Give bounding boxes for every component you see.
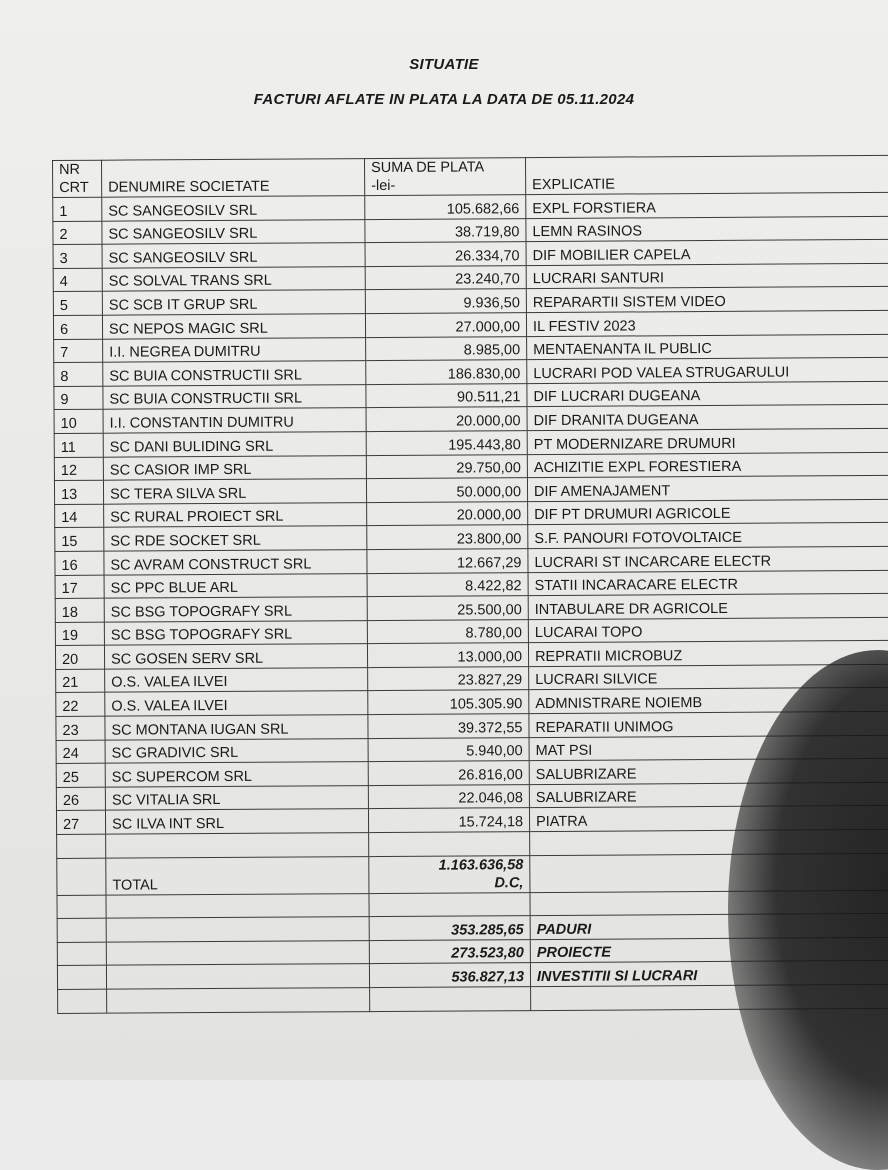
header-crt: CRT [59, 179, 89, 196]
header-denumire: DENUMIRE SOCIETATE [102, 159, 365, 198]
breakdown-value: 273.523,80 [369, 939, 530, 964]
amount: 39.372,55 [368, 714, 529, 739]
company-name: SC DANI BULIDING SRL [103, 432, 366, 457]
amount: 25.500,00 [367, 596, 528, 621]
empty-cell [530, 829, 888, 855]
explanation: DIF MOBILIER CAPELA [526, 240, 888, 266]
explanation: DIF LUCRARI DUGEANA [527, 381, 888, 407]
row-number: 25 [56, 763, 105, 787]
explanation: LUCRARI SANTURI [526, 263, 888, 289]
explanation: IL FESTIV 2023 [526, 310, 888, 336]
amount: 23.800,00 [367, 525, 528, 550]
row-number: 13 [54, 480, 103, 504]
company-name: SC SCB IT GRUP SRL [102, 290, 365, 315]
row-number: 14 [55, 504, 104, 528]
row-number: 24 [56, 740, 105, 764]
company-name: SC BSG TOPOGRAFY SRL [104, 620, 367, 645]
explanation: ACHIZITIE EXPL FORESTIERA [527, 452, 888, 478]
empty-cell [531, 984, 888, 1010]
document-subtitle: FACTURI AFLATE IN PLATA LA DATA DE 05.11.2024 [253, 91, 635, 108]
empty-cell [530, 890, 888, 916]
explanation: PIATRA [529, 806, 888, 832]
row-number: 10 [54, 410, 103, 434]
row-number: 21 [56, 669, 105, 693]
amount: 9.936,50 [365, 289, 526, 314]
explanation: DIF DRANITA DUGEANA [527, 405, 888, 431]
company-name: SC AVRAM CONSTRUCT SRL [104, 549, 367, 574]
explanation: REPARATII UNIMOG [529, 711, 888, 737]
company-name: SC RDE SOCKET SRL [104, 526, 367, 551]
company-name: SC SOLVAL TRANS SRL [102, 266, 365, 291]
row-number: 4 [53, 268, 102, 292]
empty-cell [106, 917, 369, 942]
company-name: I.I. CONSTANTIN DUMITRU [103, 408, 366, 433]
company-name: SC SANGEOSILV SRL [102, 219, 365, 244]
amount: 8.780,00 [367, 619, 528, 644]
amount: 38.719,80 [365, 218, 526, 243]
row-number: 6 [53, 315, 102, 339]
amount: 12.667,29 [367, 549, 528, 574]
company-name: SC MONTANA IUGAN SRL [105, 715, 368, 740]
invoices-table [52, 155, 888, 1014]
row-number: 2 [53, 221, 102, 245]
amount: 26.816,00 [368, 761, 529, 786]
row-number: 26 [56, 787, 105, 811]
company-name: O.S. VALEA ILVEI [105, 667, 368, 692]
company-name: SC RURAL PROIECT SRL [104, 502, 367, 527]
row-number: 12 [54, 457, 103, 481]
explanation: INTABULARE DR AGRICOLE [528, 593, 888, 619]
company-name: SC PPC BLUE ARL [104, 573, 367, 598]
row-number: 7 [54, 339, 103, 363]
amount: 186.830,00 [366, 360, 527, 385]
company-name: SC BUIA CONSTRUCTII SRL [103, 361, 366, 386]
total-value-cell [369, 855, 530, 893]
amount: 23.827,29 [368, 666, 529, 691]
empty-cell [369, 832, 530, 857]
empty-cell [107, 988, 370, 1013]
explanation: LEMN RASINOS [526, 216, 888, 242]
explanation: LUCRARI SILVICE [529, 664, 888, 690]
explanation: LUCRARI POD VALEA STRUGARULUI [527, 358, 888, 384]
company-name: SC TERA SILVA SRL [103, 479, 366, 504]
company-name: SC CASIOR IMP SRL [103, 455, 366, 480]
total-empty-cell [57, 858, 106, 895]
total-row [57, 853, 888, 895]
row-number: 17 [55, 575, 104, 599]
empty-cell [106, 964, 369, 989]
document-title: SITUATIE [409, 56, 479, 73]
breakdown-label: INVESTITII SI LUCRARI [530, 961, 888, 987]
amount: 23.240,70 [365, 265, 526, 290]
amount: 29.750,00 [366, 454, 527, 479]
amount: 15.724,18 [368, 808, 529, 833]
empty-cell [106, 833, 369, 858]
row-number: 19 [55, 622, 104, 646]
row-number: 16 [55, 551, 104, 575]
amount: 90.511,21 [366, 383, 527, 408]
company-name: SC BSG TOPOGRAFY SRL [104, 597, 367, 622]
header-suma-label: SUMA DE PLATA [371, 159, 485, 177]
breakdown-label: PROIECTE [530, 937, 888, 963]
row-number: 27 [56, 811, 105, 835]
empty-cell [57, 942, 106, 966]
header-explicatie: EXPLICATIE [525, 155, 888, 194]
company-name: SC GRADIVIC SRL [105, 738, 368, 763]
company-name: SC BUIA CONSTRUCTII SRL [103, 384, 366, 409]
amount: 195.443,80 [366, 431, 527, 456]
explanation: PT MODERNIZARE DRUMURI [527, 428, 888, 454]
amount: 26.334,70 [365, 242, 526, 267]
row-number: 20 [55, 645, 104, 669]
company-name: SC ILVA INT SRL [105, 809, 368, 834]
amount: 20.000,00 [367, 501, 528, 526]
row-number: 1 [53, 197, 102, 221]
explanation: MAT PSI [529, 735, 888, 761]
empty-cell [106, 940, 369, 965]
header-nr-crt [53, 160, 102, 197]
empty-cell [57, 834, 106, 858]
empty-cell [370, 987, 531, 1012]
amount: 8.422,82 [367, 572, 528, 597]
amount: 105.682,66 [365, 195, 526, 220]
row-number: 11 [54, 433, 103, 457]
explanation: SALUBRIZARE [529, 782, 888, 808]
company-name: O.S. VALEA ILVEI [105, 691, 368, 716]
amount: 20.000,00 [366, 407, 527, 432]
company-name: I.I. NEGREA DUMITRU [103, 337, 366, 362]
explanation: REPRATII MICROBUZ [528, 641, 888, 667]
amount: 50.000,00 [366, 478, 527, 503]
total-label: TOTAL [106, 856, 369, 895]
amount: 13.000,00 [367, 643, 528, 668]
row-number: 5 [53, 292, 102, 316]
amount: 105.305.90 [368, 690, 529, 715]
company-name: SC GOSEN SERV SRL [104, 644, 367, 669]
header-suma [364, 158, 525, 196]
total-value: 1.163.636,58 [438, 856, 524, 874]
explanation: MENTAENANTA IL PUBLIC [527, 334, 888, 360]
header-suma-unit: -lei- [371, 177, 396, 195]
header-nr: NR [59, 161, 81, 178]
amount: 27.000,00 [365, 313, 526, 338]
amount: 8.985,00 [366, 336, 527, 361]
empty-cell [57, 895, 106, 919]
empty-cell [57, 918, 106, 942]
breakdown-value: 536.827,13 [369, 963, 530, 988]
explanation: REPARARTII SISTEM VIDEO [526, 287, 888, 313]
explanation: LUCRARI ST INCARCARE ELECTR [528, 546, 888, 572]
explanation: STATII INCARACARE ELECTR [528, 570, 888, 596]
explanation: EXPL FORSTIERA [526, 192, 888, 218]
row-number: 8 [54, 362, 103, 386]
empty-cell [106, 893, 369, 918]
empty-cell [57, 966, 106, 990]
explanation: SALUBRIZARE [529, 759, 888, 785]
amount: 5.940,00 [368, 737, 529, 762]
row-number: 18 [55, 598, 104, 622]
company-name: SC SANGEOSILV SRL [102, 196, 365, 221]
empty-cell [369, 892, 530, 917]
explanation: ADMNISTRARE NOIEMB [529, 688, 888, 714]
total-note: D.C, [494, 874, 524, 891]
row-number: 3 [53, 244, 102, 268]
row-number: 9 [54, 386, 103, 410]
company-name: SC VITALIA SRL [105, 785, 368, 810]
explanation: DIF PT DRUMURI AGRICOLE [528, 499, 888, 525]
row-number: 22 [56, 693, 105, 717]
company-name: SC SANGEOSILV SRL [102, 243, 365, 268]
empty-cell [58, 989, 107, 1013]
breakdown-value: 353.285,65 [369, 916, 530, 941]
explanation: S.F. PANOURI FOTOVOLTAICE [528, 523, 888, 549]
table-header-row [53, 155, 888, 197]
breakdown-label: PADURI [530, 914, 888, 940]
explanation: DIF AMENAJAMENT [527, 476, 888, 502]
amount: 22.046,08 [368, 784, 529, 809]
company-name: SC NEPOS MAGIC SRL [102, 314, 365, 339]
row-number: 15 [55, 528, 104, 552]
empty-row [58, 984, 888, 1013]
company-name: SC SUPERCOM SRL [105, 762, 368, 787]
row-number: 23 [56, 716, 105, 740]
total-empty-cell [530, 853, 888, 892]
explanation: LUCARAI TOPO [528, 617, 888, 643]
